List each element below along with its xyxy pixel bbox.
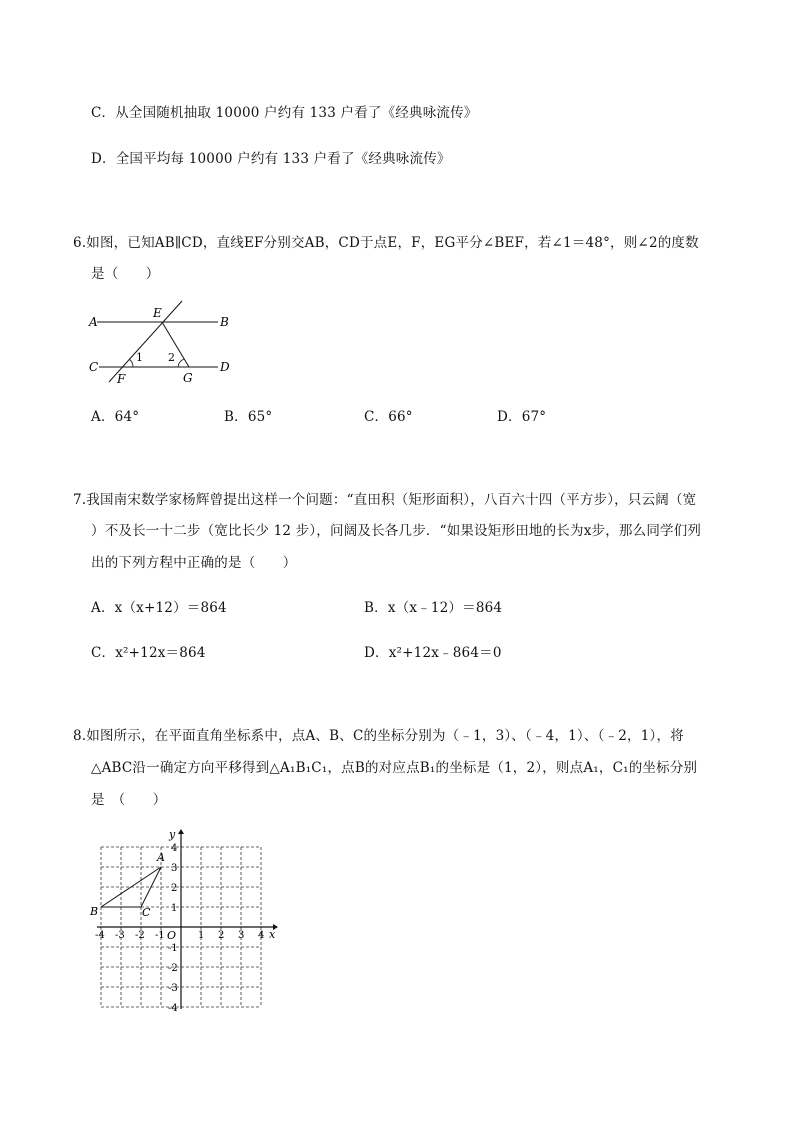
y-tick-label: 2 [171,883,178,894]
y-axis-arrow [178,829,184,834]
q7-stem-line2: ）不及长一十二步（宽比长少 12 步），问阔及长各几步．“如果设矩形田地的长为x步，那么同学们列 [91,523,702,539]
label-e: E [153,306,162,320]
q7-stem-line1: 7.我国南宋数学家杨辉曾提出这样一个问题：“直田积（矩形面积），八百六十四（平方步），只云阔（宽 [73,492,697,508]
y-tick-label: -2 [168,963,178,974]
q6-stem-line1: 6.如图，已知AB∥CD，直线EF分别交AB，CD于点E，F，EG平分∠BEF，若∠1＝48°，则∠2的度数 [73,235,699,251]
origin-label: O [167,929,177,942]
point-b-label: B [90,905,99,918]
q6-parallel-lines-figure [85,298,245,390]
q8-stem-line2: △ABC沿一确定方向平移得到△A₁B₁C₁，点B的对应点B₁的坐标是（1，2），则点A₁，C₁的坐标分别 [91,760,698,776]
label-a: A [89,315,98,329]
q7-option-b: B．x（x﹣12）＝864 [364,600,503,616]
x-tick-label: 3 [238,930,245,941]
q5-option-d: D．全国平均每 10000 户约有 133 户看了《经典咏流传》 [91,151,451,167]
angle-1-label: 1 [136,351,143,364]
q7-option-c: C．x²+12x＝864 [91,645,206,661]
x-tick-label: 4 [258,930,265,941]
point-a-label: A [157,851,165,864]
y-tick-label: 1 [171,903,178,914]
x-tick-label: -2 [135,930,145,941]
x-tick-label: 1 [198,930,205,941]
label-g: G [183,371,193,385]
y-tick-label: -4 [168,1003,178,1012]
x-tick-label: -1 [155,930,165,941]
y-tick-label: 3 [171,863,178,874]
x-tick-label: 2 [218,930,225,941]
y-tick-label: -3 [168,983,178,994]
q7-option-a: A．x（x+12）＝864 [91,600,227,616]
x-tick-label: -3 [115,930,125,941]
axis-y-label: y [169,828,176,841]
y-tick-label: -1 [168,943,178,954]
x-tick-label: -4 [95,930,105,941]
q8-stem-line3: 是 （ ） [91,792,167,808]
q5-option-c: C．从全国随机抽取 10000 户约有 133 户看了《经典咏流传》 [91,105,478,121]
angle-2-label: 2 [168,351,175,364]
q7-option-d: D．x²+12x﹣864＝0 [364,645,502,661]
q6-option-d: D．67° [497,409,547,425]
q6-option-c: C．66° [364,409,413,425]
q8-coordinate-grid-figure [85,826,285,1012]
label-c: C [89,360,99,374]
label-f: F [117,372,126,386]
y-tick-label: 4 [171,843,178,854]
q6-option-b: B．65° [224,409,273,425]
q7-stem-line3: 出的下列方程中正确的是（ ） [91,555,297,571]
axis-x-label: x [269,928,276,941]
q6-stem-line2: 是（ ） [91,266,160,282]
label-b: B [220,315,229,329]
q8-stem-line1: 8.如图所示，在平面直角坐标系中，点A、B、C的坐标分别为（﹣1，3）、（﹣4，1）、（﹣2，1），将 [73,728,684,744]
q6-option-a: A．64° [91,409,140,425]
point-c-label: C [142,906,151,919]
label-d: D [220,360,230,374]
